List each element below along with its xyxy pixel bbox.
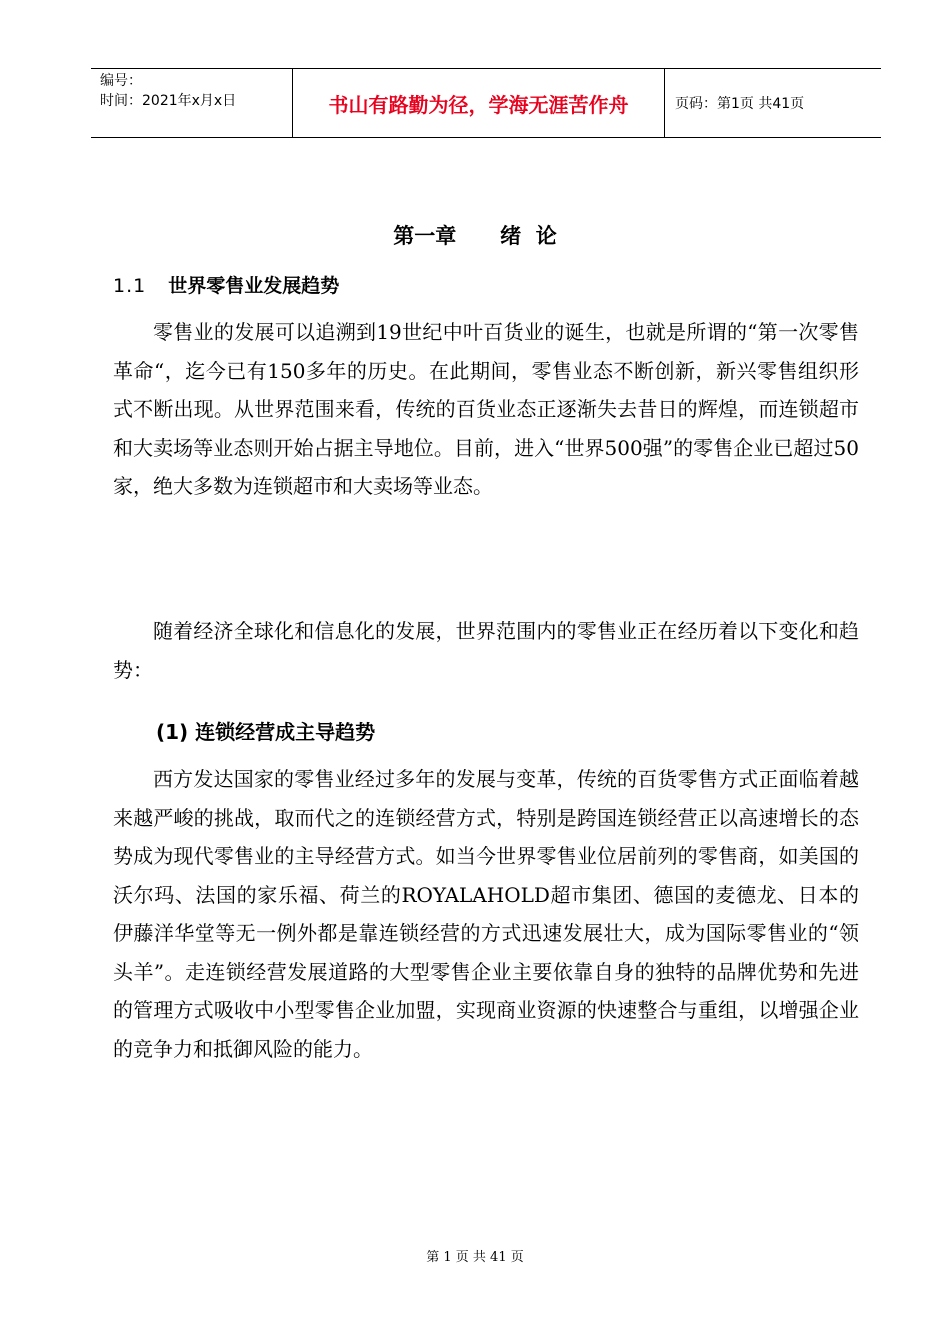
paragraph-retail-history: 零售业的发展可以追溯到19世纪中叶百货业的诞生，也就是所谓的“第一次零售革命“，迄今已有150多年的历史。在此期间，零售业态不断创新，新兴零售组织形式不断出现。从世界范围来看，传统的百货业态正逐渐失去昔日的辉煌，而连锁超市和大卖场等业态则开始占据主导地位。目前，进入“世界500强”的零售企业已超过50家，绝大多数为连锁超市和大卖场等业态。 bbox=[113, 320, 859, 498]
chapter-title: 第一章 绪 论 bbox=[393, 224, 557, 248]
section-title: 世界零售业发展趋势 bbox=[168, 275, 340, 297]
document-number-label: 编号： bbox=[100, 73, 142, 89]
section-heading bbox=[113, 271, 339, 298]
header-meta bbox=[91, 69, 293, 137]
subheading-chain-operation: (1) 连锁经营成主导趋势 bbox=[156, 720, 376, 744]
document-time-label: 时间：2021年x月x日 bbox=[100, 93, 237, 109]
page-header bbox=[91, 68, 881, 138]
header-motto: 书山有路勤为径，学海无涯苦作舟 bbox=[293, 69, 665, 137]
header-page-info: 页码：第1页 共41页 bbox=[675, 96, 805, 112]
paragraph-globalization-trends: 随着经济全球化和信息化的发展，世界范围内的零售业正在经历着以下变化和趋势： bbox=[113, 619, 859, 682]
paragraph-chain-operation: 西方发达国家的零售业经过多年的发展与变革，传统的百货零售方式正面临着越来越严峻的挑战，取而代之的连锁经营方式，特别是跨国连锁经营正以高速增长的态势成为现代零售业的主导经营方式。如当今世界零售业位居前列的零售商，如美国的沃尔玛、法国的家乐福、荷兰的ROYALAHOLD超市集团、德国的麦德龙、日本的伊藤洋华堂等无一例外都是靠连锁经营的方式迅速发展壮大，成为国际零售业的“领头羊”。走连锁经营发展道路的大型零售企业主要依靠自身的独特的品牌优势和先进的管理方式吸收中小型零售企业加盟，实现商业资源的快速整合与重组，以增强企业的竞争力和抵御风险的能力。 bbox=[113, 767, 859, 1061]
page-footer: 第 1 页 共 41 页 bbox=[426, 1250, 524, 1265]
section-number: 1.1 bbox=[113, 275, 147, 297]
